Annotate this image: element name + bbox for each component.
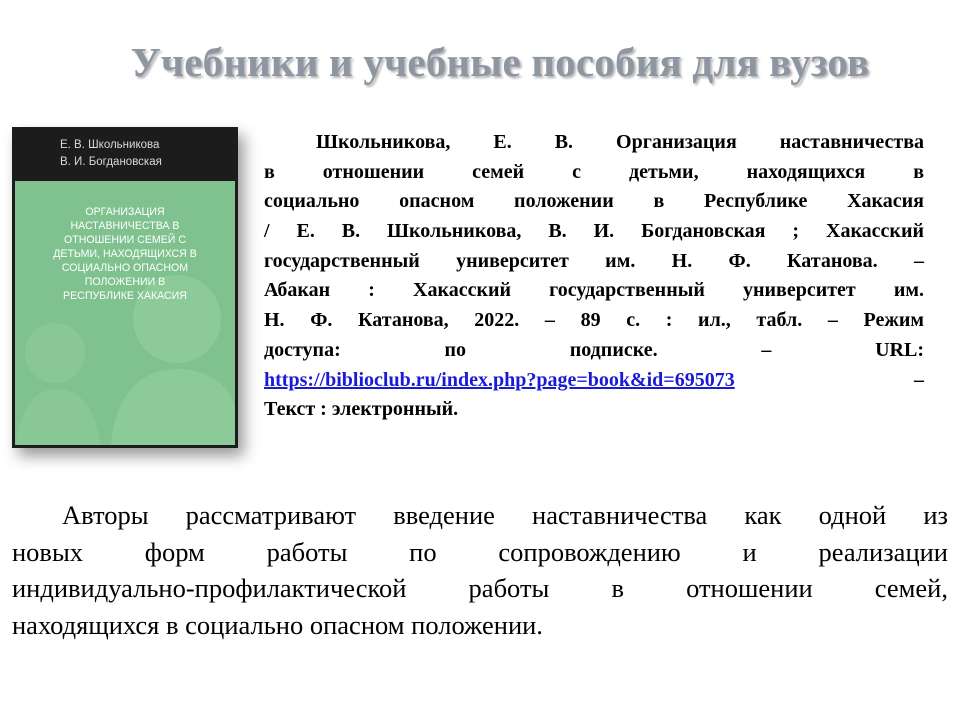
cover-title-line: СОЦИАЛЬНО ОПАСНОМ: [61, 262, 189, 274]
cover-title-line: ОРГАНИЗАЦИЯ: [85, 206, 165, 218]
citation-line: социально опасном положении в Республике Хакасия: [264, 190, 924, 213]
book-cover-image: [12, 127, 238, 448]
cover-title-line: РЕСПУБЛИКЕ ХАКАСИЯ: [63, 290, 187, 302]
slide-title: Учебники и учебные пособия для вузов: [130, 39, 870, 85]
cover-title-line: ОТНОШЕНИИ СЕМЕЙ С: [63, 234, 186, 246]
summary-paragraph: [12, 497, 948, 643]
citation-line: Абакан : Хакасский государственный университет им.: [264, 279, 924, 302]
summary-line: Авторы рассматривают введение наставничества как одной из: [62, 500, 948, 530]
cover-title-line: ПОЛОЖЕНИИ В: [84, 276, 166, 288]
cover-author-2: В. И. Богдановская: [60, 156, 162, 168]
cover-author-1: Е. В. Школьникова: [60, 139, 160, 151]
cover-title-line: НАСТАВНИЧЕСТВА В: [70, 220, 180, 232]
citation-line: доступа: по подписке. – URL:: [264, 338, 924, 361]
citation-url-suffix: –: [914, 368, 924, 391]
citation-line: государственный университет им. Н. Ф. Катанова. –: [264, 249, 924, 272]
citation-url-line: [264, 366, 924, 396]
summary-line: находящихся в социально опасном положении.: [12, 609, 543, 640]
summary-line: индивидуально-профилактической работы в отношении семей,: [12, 573, 948, 604]
citation-url-link[interactable]: https://biblioclub.ru/index.php?page=book&id=695073: [264, 368, 735, 391]
citation-line: / Е. В. Школьникова, В. И. Богдановская ; Хакасский: [264, 220, 924, 243]
cover-title-line: ДЕТЬМИ, НАХОДЯЩИХСЯ В: [53, 248, 197, 260]
cover-authors: [12, 127, 238, 181]
cover-green-panel: [15, 181, 235, 445]
citation-line: Текст : электронный.: [264, 398, 459, 421]
citation-line: в отношении семей с детьми, находящихся в: [264, 160, 924, 183]
citation-line: Н. Ф. Катанова, 2022. – 89 с. : ил., табл. – Режим: [264, 309, 924, 332]
cover-title: [15, 205, 235, 303]
bibliographic-citation: [264, 128, 924, 425]
citation-line: Школьникова, Е. В. Организация наставничества: [316, 131, 924, 153]
summary-line: новых форм работы по сопровождению и реализации: [12, 536, 948, 567]
